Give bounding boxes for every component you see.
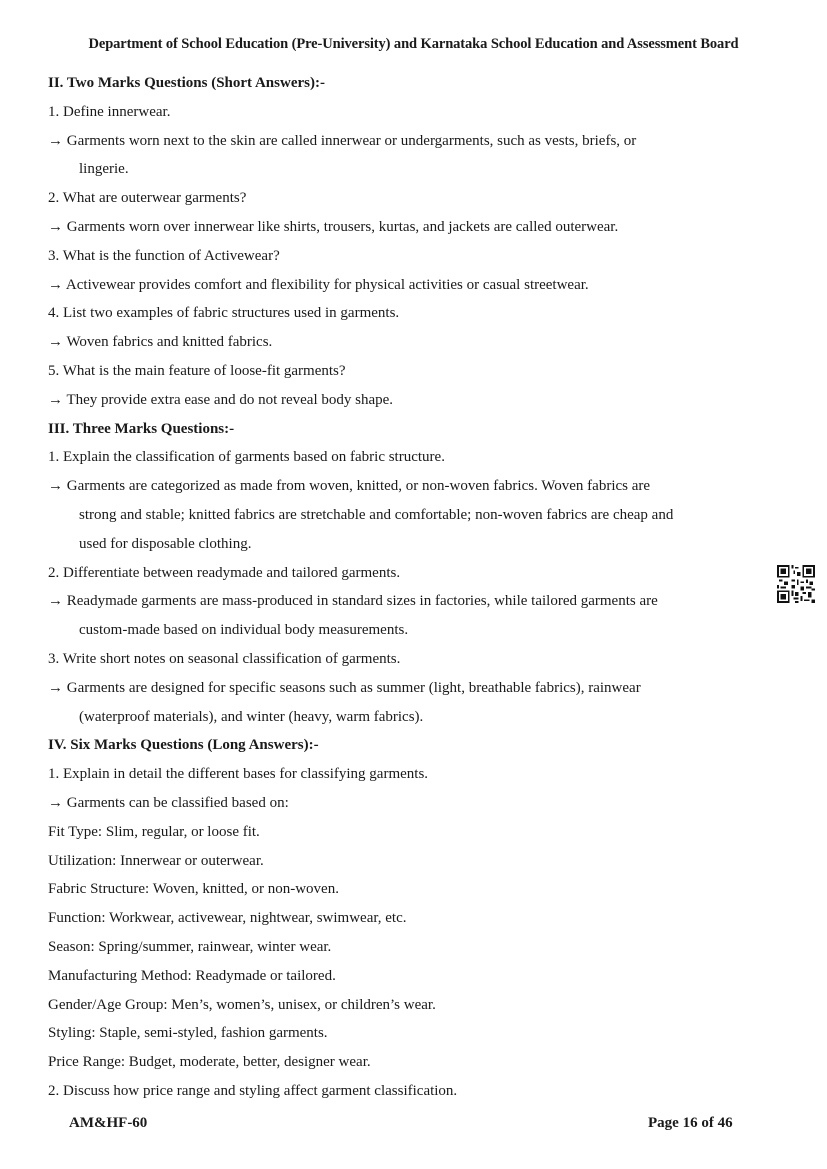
answer-line: → Garments can be classified based on:: [48, 794, 289, 811]
question-line: Price Range: Budget, moderate, better, designer wear.: [48, 1054, 371, 1071]
page-number: Page 16 of 46: [648, 1115, 733, 1131]
qr-code-icon[interactable]: [777, 565, 815, 603]
answer-line: → Garments worn over innerwear like shirts, trousers, kurtas, and jackets are called outerwear.: [48, 218, 619, 235]
document-body: [48, 69, 768, 1106]
question-line: 1. Define innerwear.: [48, 103, 171, 120]
question-line: 2. Differentiate between readymade and tailored garments.: [48, 564, 401, 581]
question-line: Fit Type: Slim, regular, or loose fit.: [48, 823, 260, 840]
question-line: Manufacturing Method: Readymade or tailored.: [48, 967, 336, 984]
answer-line: → They provide extra ease and do not reveal body shape.: [48, 391, 394, 408]
answer-continuation: used for disposable clothing.: [79, 535, 252, 552]
question-line: 2. Discuss how price range and styling affect garment classification.: [48, 1082, 458, 1099]
answer-line: → Garments worn next to the skin are called innerwear or undergarments, such as vests, briefs, or: [48, 132, 637, 149]
question-line: 1. Explain the classification of garments based on fabric structure.: [48, 449, 445, 466]
question-line: Fabric Structure: Woven, knitted, or non-woven.: [48, 881, 339, 898]
question-line: 3. What is the function of Activewear?: [48, 247, 280, 264]
question-line: Function: Workwear, activewear, nightwear, swimwear, etc.: [48, 910, 407, 927]
answer-continuation: lingerie.: [79, 161, 129, 178]
section-heading: IV. Six Marks Questions (Long Answers):-: [48, 737, 319, 754]
question-line: Styling: Staple, semi-styled, fashion garments.: [48, 1025, 328, 1042]
answer-line: → Readymade garments are mass-produced in standard sizes in factories, while tailored garments are: [48, 593, 658, 610]
document-code: AM&HF-60: [69, 1115, 148, 1131]
answer-line: → Garments are categorized as made from woven, knitted, or non-woven fabrics. Woven fabrics are: [48, 478, 651, 495]
answer-continuation: strong and stable; knitted fabrics are stretchable and comfortable; non-woven fabrics are cheap and: [79, 506, 674, 523]
page-header: Department of School Education (Pre-University) and Karnataka School Education and Assessment Board: [88, 36, 739, 52]
answer-line: → Woven fabrics and knitted fabrics.: [48, 334, 273, 351]
question-line: 1. Explain in detail the different bases for classifying garments.: [48, 766, 429, 783]
question-line: 2. What are outerwear garments?: [48, 190, 247, 207]
question-line: 3. Write short notes on seasonal classification of garments.: [48, 650, 401, 667]
answer-line: → Garments are designed for specific seasons such as summer (light, breathable fabrics), rainwear: [48, 679, 641, 696]
section-heading: III. Three Marks Questions:-: [48, 420, 235, 437]
answer-continuation: (waterproof materials), and winter (heavy, warm fabrics).: [79, 708, 424, 725]
answer-continuation: custom-made based on individual body measurements.: [79, 622, 409, 639]
question-line: 5. What is the main feature of loose-fit garments?: [48, 362, 346, 379]
answer-line: → Activewear provides comfort and flexibility for physical activities or casual streetwear.: [48, 276, 589, 293]
question-line: Season: Spring/summer, rainwear, winter wear.: [48, 938, 332, 955]
question-line: 4. List two examples of fabric structures used in garments.: [48, 305, 400, 322]
question-line: Gender/Age Group: Men’s, women’s, unisex, or children’s wear.: [48, 996, 436, 1013]
question-line: Utilization: Innerwear or outerwear.: [48, 852, 264, 869]
section-heading: II. Two Marks Questions (Short Answers):-: [48, 75, 325, 91]
